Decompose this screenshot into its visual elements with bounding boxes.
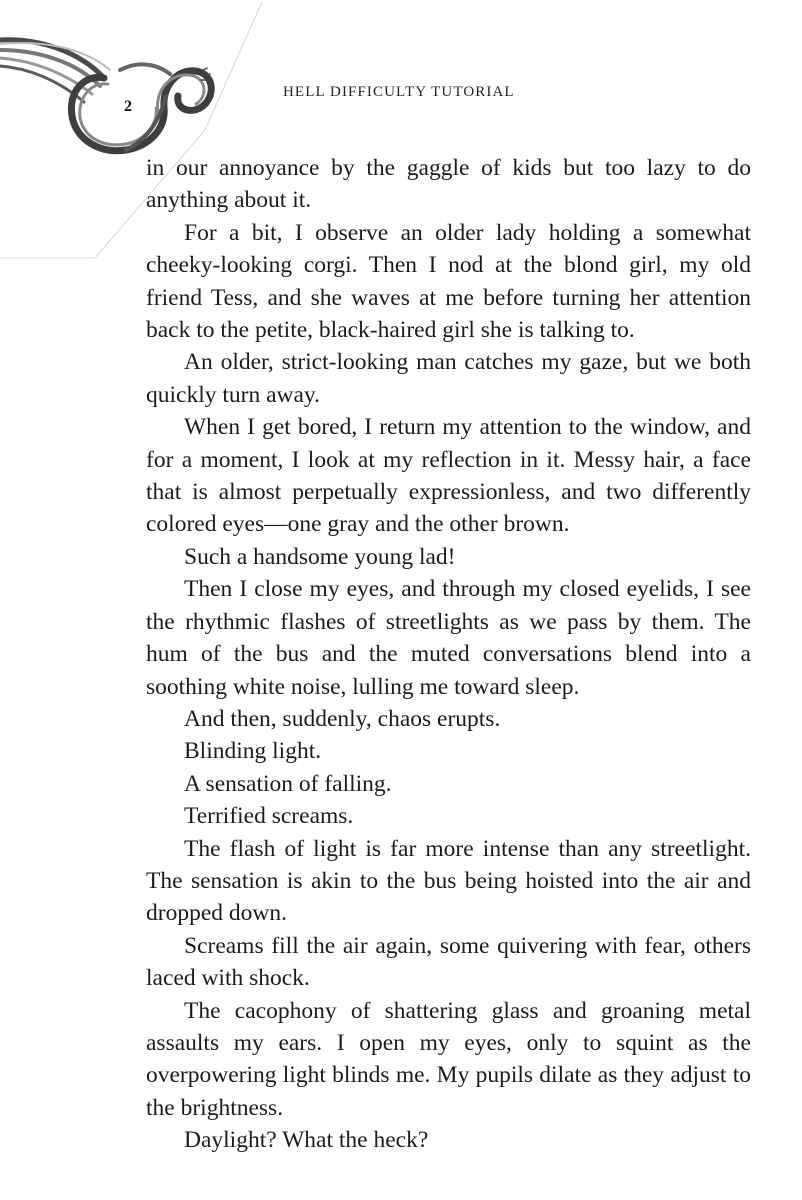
paragraph: Such a handsome young lad! xyxy=(184,543,456,570)
paragraph: A sensation of falling. xyxy=(184,770,392,797)
paragraph: The cacophony of shattering glass and groaning metal assaults my ears. I open my eyes, only to squint as the overpowering light blinds me. My pupils dilate as they adjust to the brightness. xyxy=(146,997,751,1121)
paragraph: Then I close my eyes, and through my closed eyelids, I see the rhythmic flashes of streetlights as we pass by them. The hum of the bus and the muted conversations blend into a soothing white noise, lulling me toward sleep. xyxy=(146,576,751,700)
page-number: 2 xyxy=(124,98,132,115)
paragraph: Blinding light. xyxy=(184,738,322,765)
paragraph: Terrified screams. xyxy=(184,803,354,830)
paragraph: Screams fill the air again, some quivering with fear, others laced with shock. xyxy=(146,932,751,992)
paragraph: When I get bored, I return my attention to the window, and for a moment, I look at my reflection in it. Messy hair, a face that is almost perpetually expressionless, and two differently colored eyes—one gray and the other brown. xyxy=(146,414,751,538)
paragraph: An older, strict-looking man catches my gaze, but we both quickly turn away. xyxy=(146,349,751,408)
paragraph: Daylight? What the heck? xyxy=(184,1127,429,1154)
paragraph: The flash of light is far more intense than any streetlight. The sensation is akin to the bus being hoisted into the air and dropped down. xyxy=(146,835,751,927)
body-text xyxy=(146,152,751,1157)
running-head-title: HELL DIFFICULTY TUTORIAL xyxy=(283,84,515,100)
paragraph: in our annoyance by the gaggle of kids but too lazy to do anything about it. xyxy=(146,155,751,214)
paragraph: For a bit, I observe an older lady holding a somewhat cheeky-looking corgi. Then I nod at the blond girl, my old friend Tess, and she waves at me before turning her attention back to the petite, black-haired girl she is talking to. xyxy=(146,219,751,344)
paragraph: And then, suddenly, chaos erupts. xyxy=(184,705,501,732)
